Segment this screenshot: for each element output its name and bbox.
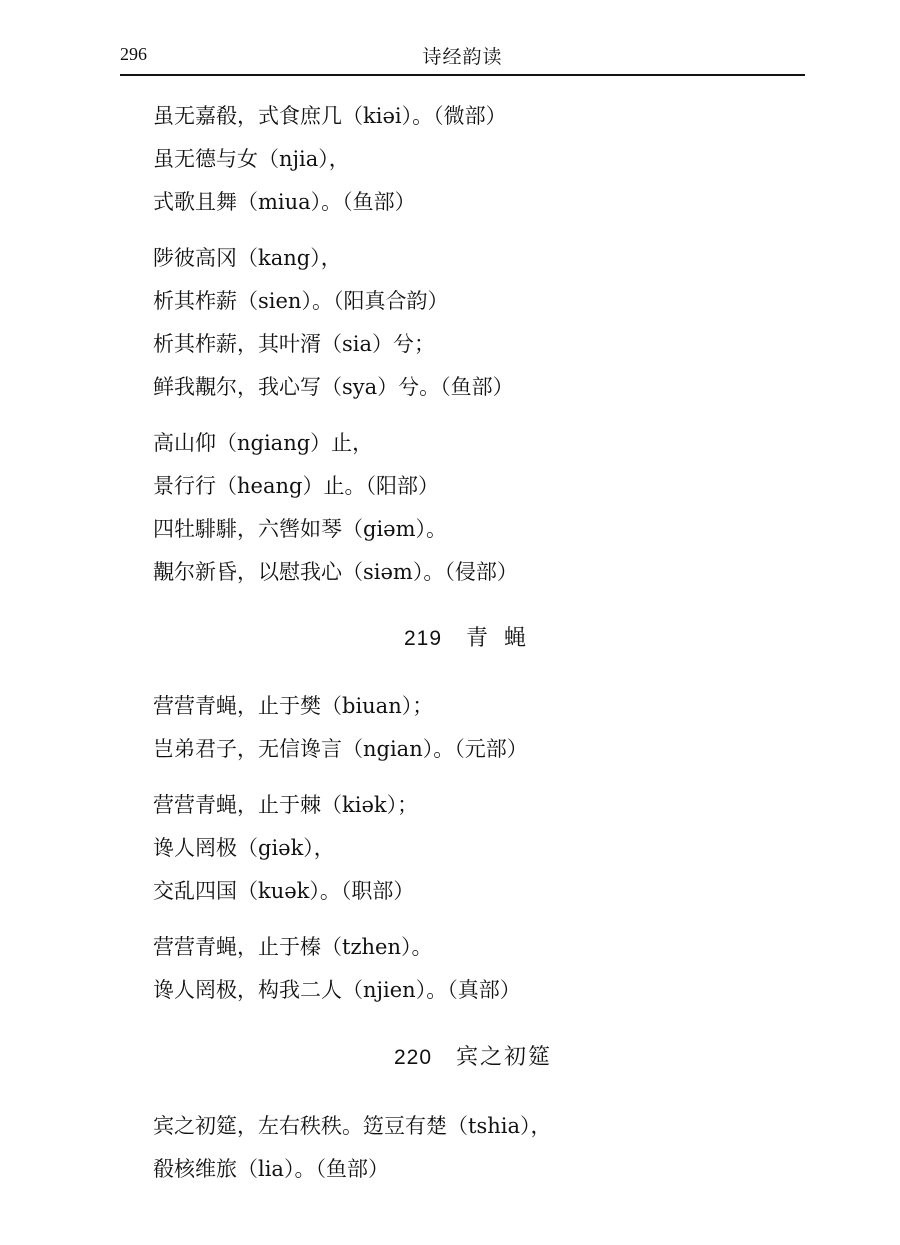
verse-line: 高山仰（ngiang）止， xyxy=(153,431,374,455)
section-title: 青蝇 xyxy=(466,626,543,651)
section-heading-220 xyxy=(153,1043,793,1073)
verse-line: 营营青蝇，止于榛（tzhen）。 xyxy=(153,935,433,959)
verse-line: 营营青蝇，止于樊（biuan）； xyxy=(153,694,434,718)
verse-line: 陟彼高冈（kang）， xyxy=(153,246,342,270)
verse-line: 析其柞薪（sien）。（阳真合韵） xyxy=(153,289,449,313)
verse-line: 式歌且舞（miua）。（鱼部） xyxy=(153,190,416,214)
verse-line: 宾之初筵，左右秩秩。笾豆有楚（tshia）， xyxy=(153,1114,552,1138)
page-number: 296 xyxy=(120,44,147,64)
verse-line: 营营青蝇，止于棘（kiək）； xyxy=(153,793,419,817)
section-number: 219 xyxy=(403,627,443,650)
verse-line: 虽无嘉殽，式食庶几（kiəi）。（微部） xyxy=(153,104,507,128)
verse-line: 虽无德与女（njia）， xyxy=(153,147,350,171)
verse-line: 岂弟君子，无信谗言（ngian）。（元部） xyxy=(153,737,528,761)
verse-line: 析其柞薪，其叶湑（sia）兮； xyxy=(153,332,436,356)
verse-line: 谗人罔极（giək）， xyxy=(153,836,335,860)
running-title: 诗经韵读 xyxy=(422,46,503,68)
verse-line: 交乱四国（kuək）。（职部） xyxy=(153,879,415,903)
header-rule xyxy=(120,74,805,76)
verse-line: 谗人罔极，构我二人（njien）。（真部） xyxy=(153,978,521,1002)
section-number: 220 xyxy=(393,1046,433,1069)
verse-line: 四牡騑騑，六辔如琴（giəm）。 xyxy=(153,517,447,541)
verse-line: 覯尔新昏，以慰我心（siəm）。（侵部） xyxy=(153,560,518,584)
page-header xyxy=(120,40,805,72)
verse-line: 殽核维旅（lia）。（鱼部） xyxy=(153,1157,389,1181)
verse-line: 鲜我覯尔，我心写（sya）兮。（鱼部） xyxy=(153,375,514,399)
section-heading-219 xyxy=(153,624,793,654)
section-title: 宾之初筵 xyxy=(456,1045,553,1070)
verse-line: 景行行（heang）止。（阳部） xyxy=(153,474,439,498)
